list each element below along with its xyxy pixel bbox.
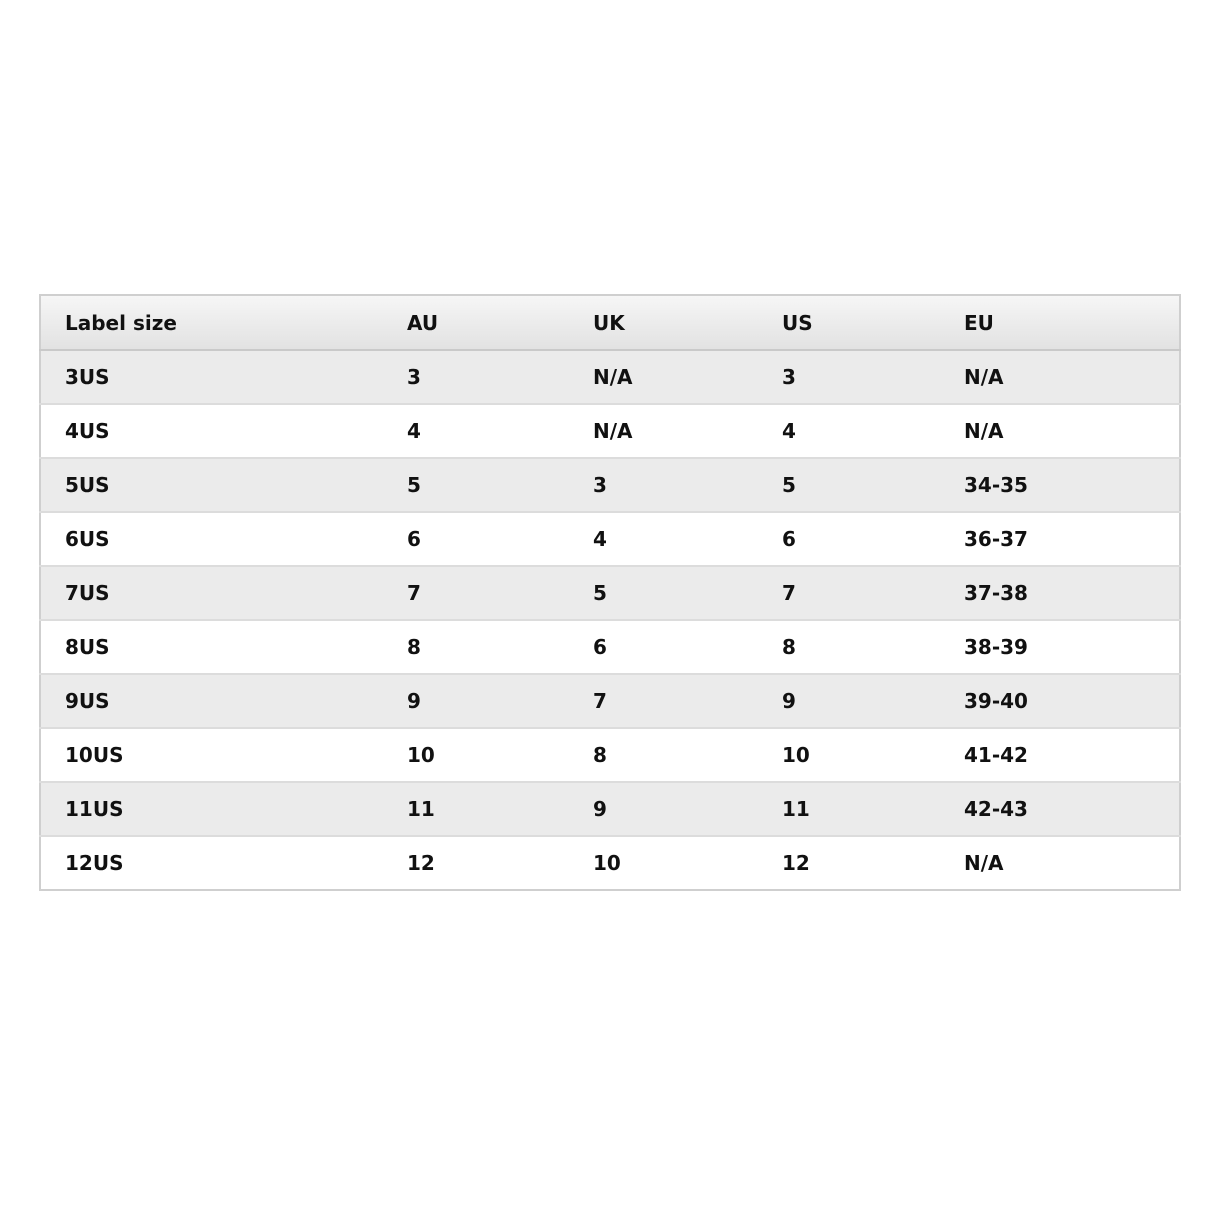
cell-au: 4: [383, 404, 569, 458]
cell-label-size: 10US: [40, 728, 383, 782]
cell-eu: 34-35: [940, 458, 1180, 512]
cell-label-size: 5US: [40, 458, 383, 512]
table-row: [40, 674, 1180, 728]
cell-au: 5: [383, 458, 569, 512]
cell-uk: 4: [569, 512, 758, 566]
cell-eu: 37-38: [940, 566, 1180, 620]
table-header: [40, 295, 1180, 350]
cell-label-size: 7US: [40, 566, 383, 620]
cell-uk: 5: [569, 566, 758, 620]
cell-label-size: 11US: [40, 782, 383, 836]
cell-us: 7: [758, 566, 940, 620]
cell-label-size: 12US: [40, 836, 383, 890]
table-row: [40, 620, 1180, 674]
table-row: [40, 350, 1180, 404]
cell-uk: N/A: [569, 404, 758, 458]
cell-au: 10: [383, 728, 569, 782]
cell-au: 11: [383, 782, 569, 836]
cell-us: 3: [758, 350, 940, 404]
cell-eu: N/A: [940, 836, 1180, 890]
cell-us: 8: [758, 620, 940, 674]
cell-au: 8: [383, 620, 569, 674]
table-row: [40, 404, 1180, 458]
cell-us: 6: [758, 512, 940, 566]
cell-label-size: 4US: [40, 404, 383, 458]
cell-au: 7: [383, 566, 569, 620]
cell-label-size: 8US: [40, 620, 383, 674]
table-row: [40, 728, 1180, 782]
table-row: [40, 566, 1180, 620]
cell-uk: 10: [569, 836, 758, 890]
header-uk: UK: [569, 295, 758, 350]
cell-us: 10: [758, 728, 940, 782]
header-eu: EU: [940, 295, 1180, 350]
cell-us: 12: [758, 836, 940, 890]
header-us: US: [758, 295, 940, 350]
table-body: [40, 350, 1180, 890]
cell-eu: N/A: [940, 404, 1180, 458]
table-row: [40, 512, 1180, 566]
cell-uk: 8: [569, 728, 758, 782]
cell-uk: 9: [569, 782, 758, 836]
cell-eu: 38-39: [940, 620, 1180, 674]
cell-eu: 36-37: [940, 512, 1180, 566]
header-au: AU: [383, 295, 569, 350]
cell-uk: 7: [569, 674, 758, 728]
header-row: [40, 295, 1180, 350]
cell-label-size: 3US: [40, 350, 383, 404]
cell-au: 3: [383, 350, 569, 404]
cell-au: 9: [383, 674, 569, 728]
cell-eu: N/A: [940, 350, 1180, 404]
cell-au: 6: [383, 512, 569, 566]
cell-uk: N/A: [569, 350, 758, 404]
cell-au: 12: [383, 836, 569, 890]
cell-eu: 42-43: [940, 782, 1180, 836]
table-row: [40, 458, 1180, 512]
table-row: [40, 782, 1180, 836]
cell-us: 11: [758, 782, 940, 836]
cell-us: 4: [758, 404, 940, 458]
cell-label-size: 9US: [40, 674, 383, 728]
table-row: [40, 836, 1180, 890]
cell-eu: 41-42: [940, 728, 1180, 782]
cell-eu: 39-40: [940, 674, 1180, 728]
cell-uk: 6: [569, 620, 758, 674]
cell-uk: 3: [569, 458, 758, 512]
cell-us: 5: [758, 458, 940, 512]
size-chart-table: [39, 294, 1181, 891]
cell-us: 9: [758, 674, 940, 728]
header-label-size: Label size: [40, 295, 383, 350]
cell-label-size: 6US: [40, 512, 383, 566]
